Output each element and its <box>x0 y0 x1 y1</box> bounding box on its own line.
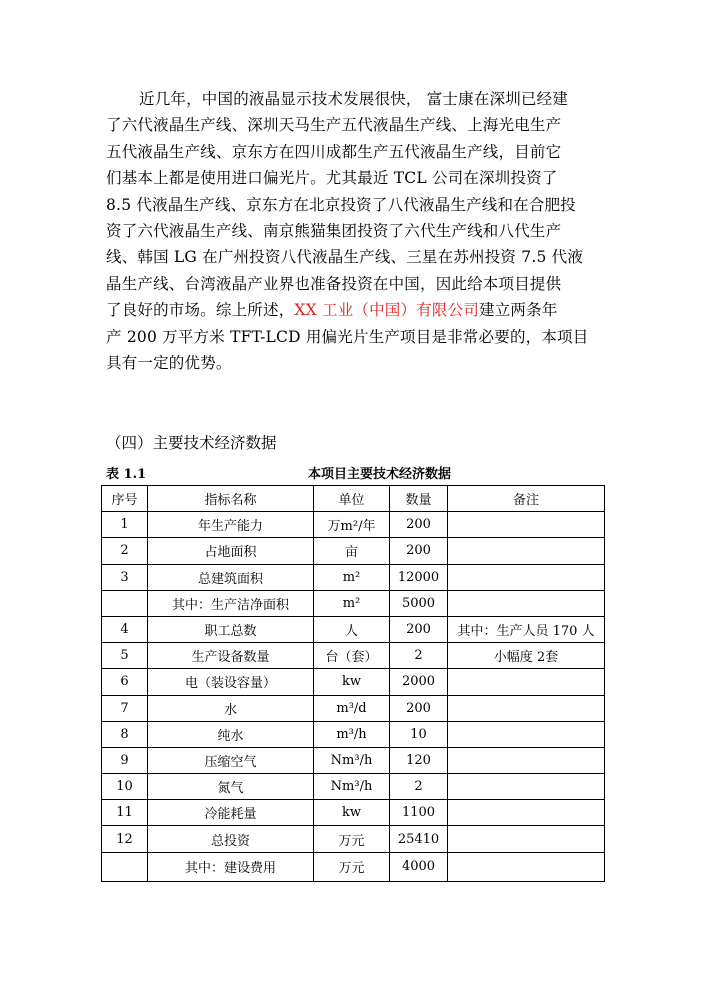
table-cell: 5000 <box>390 590 448 616</box>
paragraph-line: 8.5 代液晶生产线、京东方在北京投资了八代液晶生产线和在合肥投 <box>106 195 576 214</box>
table-row <box>102 538 605 564</box>
table-cell: 其中：建设费用 <box>148 852 314 881</box>
table-cell: kw <box>314 800 390 826</box>
table-cell: 25410 <box>390 826 448 852</box>
table-cell <box>448 826 605 852</box>
paragraph-line: 们基本上都是使用进口偏光片。尤其最近 TCL 公司在深圳投资了 <box>106 169 558 188</box>
table-row <box>102 643 605 669</box>
table-row <box>102 774 605 800</box>
paragraph-line: 了六代液晶生产线、深圳天马生产五代液晶生产线、上海光电生产 <box>106 116 562 135</box>
table-cell: 小幅度 2套 <box>448 643 605 669</box>
table-cell: 万元 <box>314 852 390 881</box>
table-cell <box>448 590 605 616</box>
table-cell: 亩 <box>314 538 390 564</box>
table-cell <box>448 564 605 590</box>
paragraph-line: 产 200 万平方米 TFT-LCD 用偏光片生产项目是非常必要的，本项目 <box>106 327 589 346</box>
table-row <box>102 852 605 881</box>
table-cell: Nm³/h <box>314 774 390 800</box>
table-row <box>102 747 605 773</box>
section-heading: （四）主要技术经济数据 <box>106 434 277 452</box>
table-cell <box>102 590 148 616</box>
table-cell: 水 <box>148 695 314 721</box>
table-row <box>102 800 605 826</box>
table-cell: 万元 <box>314 826 390 852</box>
paragraph-line: 近几年，中国的液晶显示技术发展很快， 富士康在深圳已经建 <box>139 90 569 108</box>
table-cell: 总建筑面积 <box>148 564 314 590</box>
header-cell: 备注 <box>448 486 605 512</box>
table-cell <box>102 852 148 881</box>
table-row <box>102 826 605 852</box>
table-cell: 11 <box>102 800 148 826</box>
table-cell: 12 <box>102 826 148 852</box>
table-row <box>102 616 605 642</box>
table-cell: m² <box>314 590 390 616</box>
paragraph-line: 资了六代液晶生产线、南京熊猫集团投资了六代生产线和八代生产 <box>106 221 562 240</box>
table-cell: 冷能耗量 <box>148 800 314 826</box>
table-cell: 4000 <box>390 852 448 881</box>
tech-economic-data-table <box>101 485 605 882</box>
table-cell: 万m²/年 <box>314 512 390 538</box>
table-cell: 200 <box>390 616 448 642</box>
table-cell <box>448 695 605 721</box>
table-cell: 12000 <box>390 564 448 590</box>
body-paragraph <box>106 86 604 376</box>
table-cell: 8 <box>102 721 148 747</box>
table-cell: 10 <box>390 721 448 747</box>
table-cell: 3 <box>102 564 148 590</box>
paragraph-line: 具有一定的优势。 <box>106 353 232 372</box>
header-cell: 数量 <box>390 486 448 512</box>
table-cell: 2 <box>102 538 148 564</box>
table-cell: 7 <box>102 695 148 721</box>
table-cell: 1100 <box>390 800 448 826</box>
table-cell: m³/d <box>314 695 390 721</box>
table-cell <box>448 669 605 695</box>
table-cell: 1 <box>102 512 148 538</box>
table-cell: 氮气 <box>148 774 314 800</box>
table-cell: 电（装设容量） <box>148 669 314 695</box>
paragraph-line: 线、韩国 LG 在广州投资八代液晶生产线、三星在苏州投资 7.5 代液 <box>106 248 584 267</box>
table-row <box>102 590 605 616</box>
table-cell: 10 <box>102 774 148 800</box>
header-cell: 单位 <box>314 486 390 512</box>
table-row <box>102 695 605 721</box>
table-number-label: 表 1.1 <box>106 467 147 482</box>
table-cell: 台（套） <box>314 643 390 669</box>
table-row <box>102 564 605 590</box>
table-cell: 4 <box>102 616 148 642</box>
table-cell: 其中：生产洁净面积 <box>148 590 314 616</box>
table-cell <box>448 800 605 826</box>
paragraph-line <box>106 297 604 323</box>
table-cell: 120 <box>390 747 448 773</box>
table-cell: 200 <box>390 538 448 564</box>
table-cell: m³/h <box>314 721 390 747</box>
header-cell: 指标名称 <box>148 486 314 512</box>
table-cell <box>448 538 605 564</box>
paragraph-line: 晶生产线、台湾液晶产业界也准备投资在中国，因此给本项目提供 <box>106 274 562 293</box>
table-cell: 9 <box>102 747 148 773</box>
table-cell: 占地面积 <box>148 538 314 564</box>
table-cell: 2 <box>390 643 448 669</box>
table-cell <box>448 747 605 773</box>
table-cell: 2000 <box>390 669 448 695</box>
table-cell: Nm³/h <box>314 747 390 773</box>
table-cell: m² <box>314 564 390 590</box>
table-cell: 生产设备数量 <box>148 643 314 669</box>
table-title: 本项目主要技术经济数据 <box>308 467 452 482</box>
table-cell: 总投资 <box>148 826 314 852</box>
table-cell: 压缩空气 <box>148 747 314 773</box>
company-name-highlight: XX 工业（中国）有限公司 <box>294 301 480 320</box>
table-cell: 其中：生产人员 170 人 <box>448 616 605 642</box>
table-row <box>102 669 605 695</box>
table-cell: 200 <box>390 695 448 721</box>
table-cell: 5 <box>102 643 148 669</box>
table-row <box>102 512 605 538</box>
table-cell <box>448 774 605 800</box>
table-cell: 年生产能力 <box>148 512 314 538</box>
table-cell: 6 <box>102 669 148 695</box>
table-cell: 纯水 <box>148 721 314 747</box>
table-cell <box>448 512 605 538</box>
table-cell <box>448 852 605 881</box>
table-header-row <box>102 486 605 512</box>
paragraph-text: 了良好的市场。综上所述， <box>106 301 295 320</box>
table-cell: 200 <box>390 512 448 538</box>
table-cell <box>448 721 605 747</box>
paragraph-text: 建立两条年 <box>479 301 558 320</box>
table-cell: 职工总数 <box>148 616 314 642</box>
table-row <box>102 721 605 747</box>
paragraph-line: 五代液晶生产线、京东方在四川成都生产五代液晶生产线，目前它 <box>106 142 562 161</box>
table-cell: 人 <box>314 616 390 642</box>
table-cell: kw <box>314 669 390 695</box>
header-cell: 序号 <box>102 486 148 512</box>
table-cell: 2 <box>390 774 448 800</box>
